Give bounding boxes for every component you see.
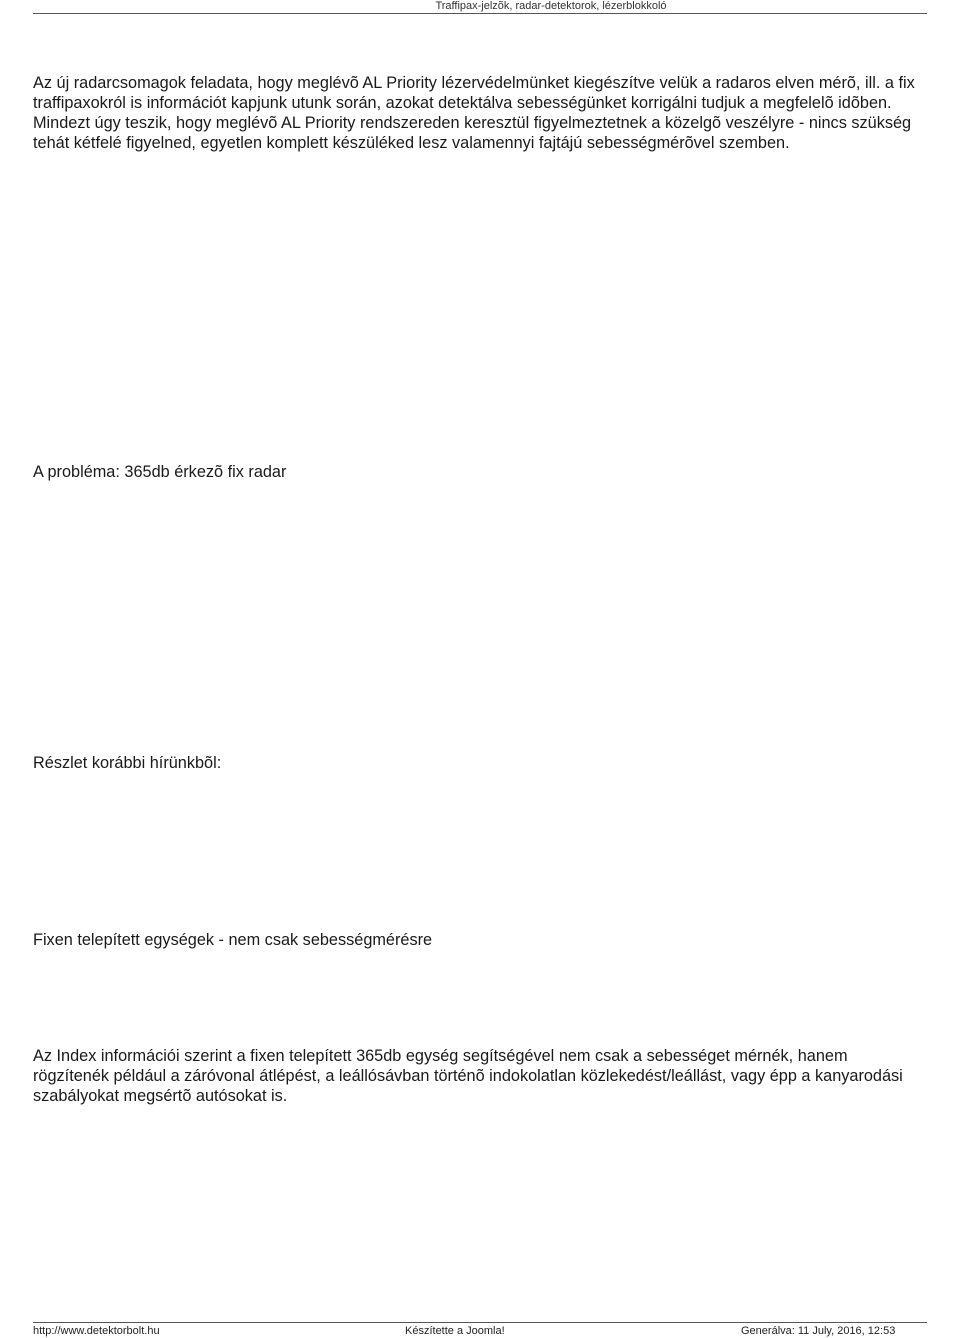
page-header — [0, 0, 960, 12]
footer-made-with: Készítette a Joomla! — [405, 1325, 505, 1337]
footer-divider — [33, 1322, 927, 1323]
footer-url-link[interactable]: http://www.detektorbolt.hu — [33, 1325, 160, 1337]
paragraph-index-info: Az Index információi szerint a fixen telepített 365db egység segítségével nem csak a sebességet mérnék, hanem rögzítenék például a záróvonal átlépést, a leállósávban történõ indokolatlan közlekedést/leállást, vagy épp a kanyarodási szabályokat megsértõ autósokat is. — [33, 1047, 903, 1105]
footer-generated-date: Generálva: 11 July, 2016, 12:53 — [741, 1325, 896, 1337]
paragraph-radar-packages: Az új radarcsomagok feladata, hogy meglévõ AL Priority lézervédelmünket kiegészítve velük a radaros elven mérõ, ill. a fix traffipaxokról is információt kapjunk utunk során, azokat detektálva sebességünket korrigálni tudjuk a megfelelõ idõben. Mindezt úgy teszik, hogy meglévõ AL Priority rendszereden keresztül figyelmeztetnek a közelgõ veszélyre - nincs szükség tehát kétfelé figyelned, egyetlen komplett készüléked lesz valamennyi fajtájú sebességmérõvel szemben. — [33, 74, 915, 152]
header-title: Traffipax-jelzõk, radar-detektorok, lézerblokkoló — [435, 0, 667, 12]
paragraph-problem: A probléma: 365db érkezõ fix radar — [33, 463, 287, 481]
paragraph-excerpt-intro: Részlet korábbi hírünkbõl: — [33, 754, 222, 772]
paragraph-fixed-units-heading: Fixen telepített egységek - nem csak sebességmérésre — [33, 931, 433, 949]
header-divider — [33, 13, 927, 14]
